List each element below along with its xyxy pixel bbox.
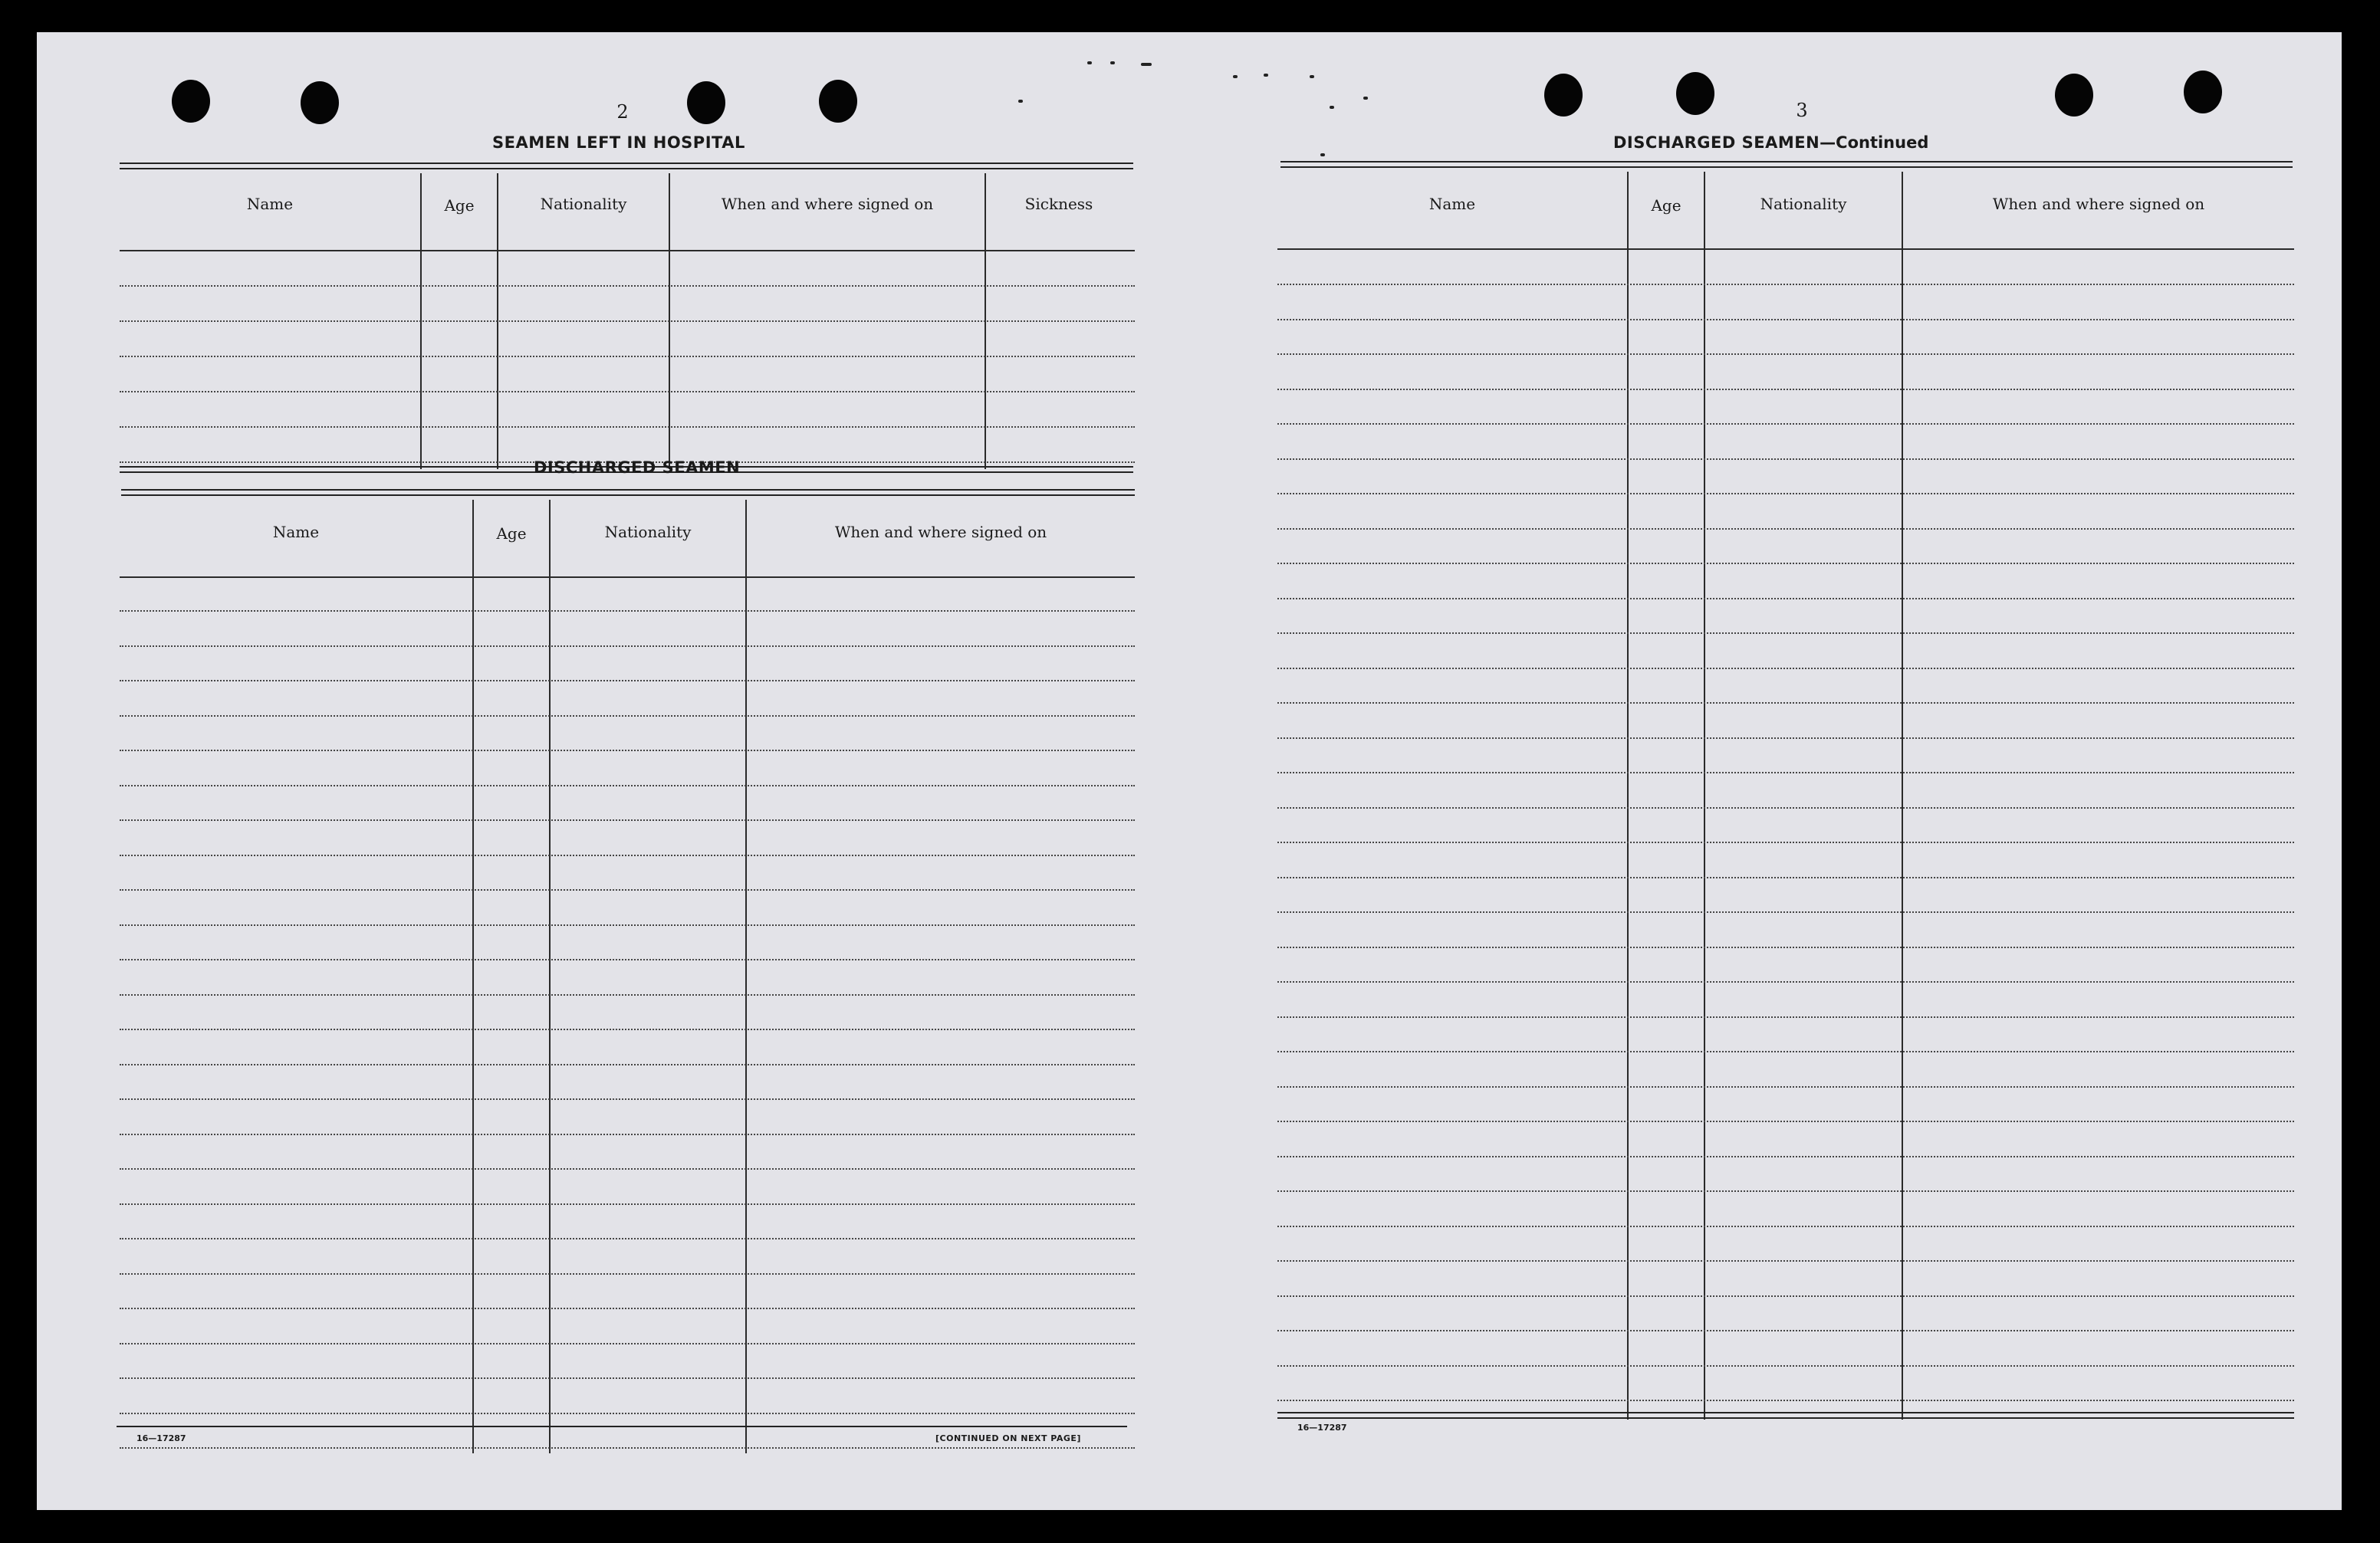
column-header-when-and-where-signed-on: When and where signed on	[1992, 195, 2205, 213]
punch-hole-icon	[2055, 74, 2093, 117]
column-header-when-and-where-signed-on: When and where signed on	[834, 523, 1047, 541]
blank-entry-row[interactable]	[1277, 389, 2294, 390]
blank-entry-row[interactable]	[1277, 458, 2294, 460]
blank-entry-row[interactable]	[1277, 284, 2294, 285]
blank-entry-row[interactable]	[120, 1098, 1135, 1100]
blank-entry-row[interactable]	[1277, 737, 2294, 739]
blank-entry-row[interactable]	[120, 889, 1135, 891]
blank-entry-row[interactable]	[1277, 1190, 2294, 1192]
section-title-text: DISCHARGED SEAMEN	[1613, 133, 1820, 152]
column-header-nationality: Nationality	[604, 523, 692, 541]
header-rule	[498, 250, 669, 251]
blank-entry-row[interactable]	[120, 1134, 1135, 1135]
section-top-rule	[1280, 161, 2293, 168]
blank-entry-row[interactable]	[120, 1273, 1135, 1275]
blank-entry-row[interactable]	[120, 1377, 1135, 1379]
blank-entry-row[interactable]	[120, 1413, 1135, 1414]
blank-entry-row[interactable]	[120, 610, 1135, 612]
speck-mark	[1320, 153, 1325, 156]
punch-hole-icon	[1676, 72, 1714, 115]
header-rule	[670, 250, 985, 251]
blank-entry-row[interactable]	[120, 1308, 1135, 1309]
blank-entry-row[interactable]	[1277, 493, 2294, 494]
blank-entry-row[interactable]	[1277, 877, 2294, 878]
column-header-sickness: Sickness	[1024, 195, 1093, 213]
blank-entry-row[interactable]	[120, 715, 1135, 717]
blank-entry-row[interactable]	[1277, 842, 2294, 843]
blank-entry-row[interactable]	[120, 320, 1135, 322]
blank-entry-row[interactable]	[1277, 1330, 2294, 1331]
section-top-rule	[120, 163, 1133, 169]
column-header-age: Age	[444, 196, 475, 215]
blank-entry-row[interactable]	[120, 855, 1135, 856]
speck-mark	[1233, 75, 1238, 78]
blank-entry-row[interactable]	[120, 285, 1135, 287]
column-divider	[1704, 172, 1705, 1420]
header-rule	[1629, 248, 1704, 250]
discharged-seamen-table	[120, 500, 1135, 1458]
header-rule	[474, 576, 549, 578]
header-rule	[551, 576, 745, 578]
blank-entry-row[interactable]	[1277, 632, 2294, 634]
continued-on-next-page-note: [CONTINUED ON NEXT PAGE]	[935, 1433, 1081, 1443]
blank-entry-row[interactable]	[120, 1029, 1135, 1030]
blank-entry-row[interactable]	[120, 356, 1135, 357]
speck-mark	[1310, 75, 1314, 78]
section-title-discharged-seamen: DISCHARGED SEAMEN	[534, 458, 741, 477]
blank-entry-row[interactable]	[1277, 563, 2294, 564]
column-header-name: Name	[246, 195, 294, 213]
blank-entry-row[interactable]	[1277, 1086, 2294, 1088]
blank-entry-row[interactable]	[120, 391, 1135, 392]
page-number: 2	[616, 101, 629, 123]
header-rule	[120, 250, 420, 251]
column-divider	[1627, 172, 1629, 1420]
punch-hole-icon	[1544, 74, 1583, 117]
column-header-when-and-where-signed-on: When and where signed on	[721, 195, 934, 213]
section-bottom-rule	[117, 1426, 1127, 1427]
blank-entry-row[interactable]	[1277, 1051, 2294, 1052]
blank-entry-row[interactable]	[120, 1343, 1135, 1344]
column-divider	[745, 500, 747, 1453]
blank-entry-row[interactable]	[120, 1238, 1135, 1239]
blank-entry-row[interactable]	[120, 645, 1135, 647]
header-rule	[1277, 248, 1627, 250]
blank-entry-row[interactable]	[1277, 1260, 2294, 1262]
blank-entry-row[interactable]	[1277, 319, 2294, 320]
blank-entry-row[interactable]	[1277, 1400, 2294, 1401]
seamen-left-in-hospital-table	[120, 173, 1135, 472]
form-number: 16—17287	[1297, 1423, 1347, 1433]
blank-entry-row[interactable]	[1277, 981, 2294, 983]
punch-hole-icon	[172, 80, 210, 123]
punch-hole-icon	[819, 80, 857, 123]
speck-mark	[1141, 63, 1152, 66]
column-divider	[549, 500, 551, 1453]
column-header-age: Age	[1651, 196, 1681, 215]
column-header-name: Name	[1428, 195, 1476, 213]
column-header-nationality: Nationality	[540, 195, 627, 213]
form-sheet	[37, 32, 2342, 1510]
blank-entry-row[interactable]	[120, 1064, 1135, 1065]
column-divider	[472, 500, 474, 1453]
section-top-rule	[121, 489, 1135, 496]
blank-entry-row[interactable]	[1277, 1226, 2294, 1227]
blank-entry-row[interactable]	[120, 959, 1135, 960]
blank-entry-row[interactable]	[1277, 911, 2294, 913]
blank-entry-row[interactable]	[120, 1447, 1135, 1449]
blank-entry-row[interactable]	[1277, 702, 2294, 704]
section-title-discharged-seamen-continued	[1613, 133, 1928, 152]
blank-entry-row[interactable]	[1277, 528, 2294, 530]
blank-entry-row[interactable]	[120, 994, 1135, 996]
blank-entry-row[interactable]	[1277, 1121, 2294, 1122]
blank-entry-row[interactable]	[1277, 1295, 2294, 1297]
column-header-nationality: Nationality	[1760, 195, 1847, 213]
blank-entry-row[interactable]	[120, 680, 1135, 681]
header-rule	[120, 576, 472, 578]
blank-entry-row[interactable]	[1277, 1016, 2294, 1018]
section-title-suffix: —Continued	[1820, 133, 1929, 152]
blank-entry-row[interactable]	[1277, 772, 2294, 773]
blank-entry-row[interactable]	[1277, 807, 2294, 809]
blank-entry-row[interactable]	[1277, 1156, 2294, 1157]
blank-entry-row[interactable]	[1277, 598, 2294, 599]
blank-entry-row[interactable]	[1277, 668, 2294, 669]
speck-mark	[1363, 97, 1368, 100]
header-rule	[1705, 248, 1902, 250]
header-rule	[986, 250, 1135, 251]
punch-hole-icon	[2184, 71, 2222, 113]
blank-entry-row[interactable]	[120, 750, 1135, 751]
column-header-name: Name	[272, 523, 320, 541]
blank-entry-row[interactable]	[120, 1168, 1135, 1170]
speck-mark	[1330, 106, 1334, 109]
punch-hole-icon	[687, 81, 725, 124]
speck-mark	[1264, 74, 1268, 77]
header-rule	[747, 576, 1135, 578]
blank-entry-row[interactable]	[1277, 353, 2294, 355]
speck-mark	[1110, 61, 1115, 64]
speck-mark	[1087, 61, 1092, 64]
section-bottom-rule	[1277, 1412, 2294, 1419]
blank-entry-row[interactable]	[120, 924, 1135, 926]
discharged-seamen-continued-table	[1277, 172, 2294, 1429]
column-header-age: Age	[496, 524, 527, 543]
column-divider	[1902, 172, 1903, 1420]
speck-mark	[1018, 100, 1023, 103]
blank-entry-row[interactable]	[1277, 947, 2294, 948]
blank-entry-row[interactable]	[1277, 1365, 2294, 1367]
blank-entry-row[interactable]	[120, 426, 1135, 428]
blank-entry-row[interactable]	[120, 1203, 1135, 1205]
header-rule	[1903, 248, 2294, 250]
page-number: 3	[1796, 100, 1808, 121]
blank-entry-row[interactable]	[120, 819, 1135, 821]
blank-entry-row[interactable]	[120, 785, 1135, 786]
blank-entry-row[interactable]	[1277, 423, 2294, 425]
punch-hole-icon	[301, 81, 339, 124]
form-number: 16—17287	[136, 1433, 186, 1443]
section-title-seamen-left-in-hospital: SEAMEN LEFT IN HOSPITAL	[492, 133, 745, 152]
header-rule	[422, 250, 497, 251]
